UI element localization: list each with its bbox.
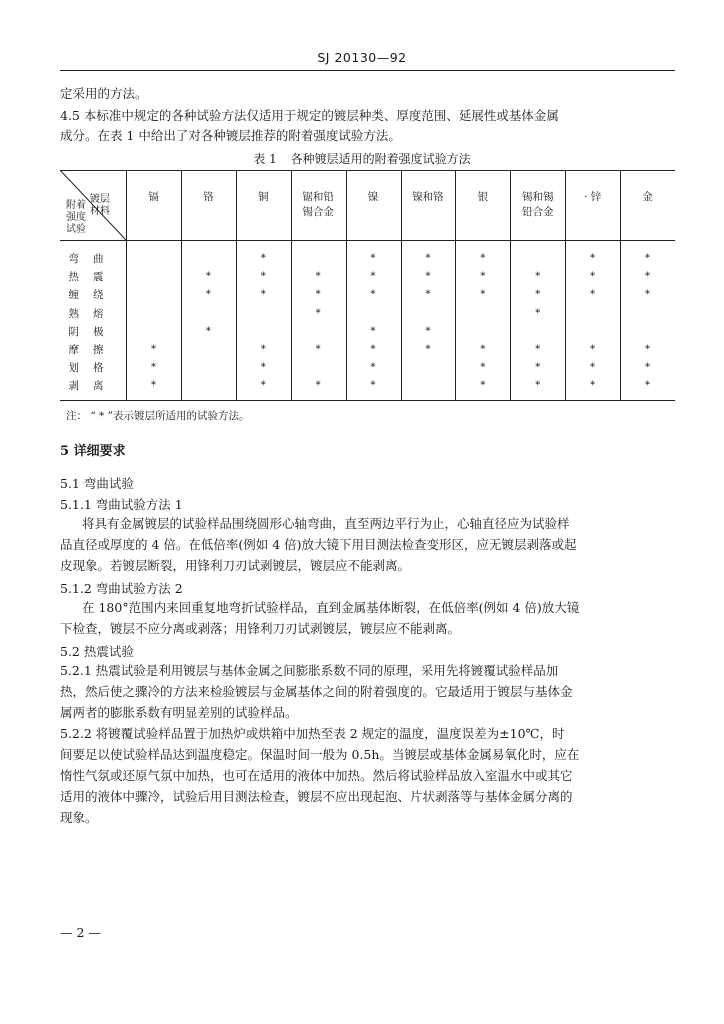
table-cell-mark: * — [590, 289, 596, 301]
table-cell-mark: * — [590, 253, 596, 264]
table-column-header: 镍和铬 — [412, 191, 444, 203]
table-cell-mark: * — [150, 380, 156, 392]
table-cell-mark: * — [205, 325, 211, 337]
table-cell-mark: * — [645, 253, 651, 264]
table-cell-mark: * — [370, 380, 376, 392]
paragraph-line: 5.2.1 热震试验是利用镀层与基体金属之间膨胀系数不同的原理，采用先将镀覆试验样品加 — [60, 663, 559, 678]
table-cell-mark: * — [260, 253, 266, 264]
table-cell-mark: * — [590, 380, 596, 392]
table-column-header: 铜 — [257, 191, 269, 203]
table-column-header: 铬 — [203, 191, 214, 203]
table-cell-mark: * — [315, 344, 321, 355]
table-row-label: 剥离 — [68, 380, 118, 393]
table-row-label: 缠绕 — [68, 289, 118, 302]
paragraph-line: 下检查，镀层不应分离或剥落；用锋利刀刃试剥镀层，镀层应不能剥离。 — [60, 621, 461, 636]
section-5-1-title: 5.1 弯曲试验 — [60, 476, 134, 491]
table-header-rule — [60, 240, 675, 241]
table-cell-mark: * — [370, 253, 376, 264]
table-cell-mark: * — [535, 307, 541, 319]
table-column-header: 镉 — [148, 191, 159, 203]
table-caption — [0, 150, 724, 167]
section-5-1-2-title: 5.1.2 弯曲试验方法 2 — [60, 581, 183, 596]
table-cell-mark: * — [480, 362, 486, 374]
table-column-header: · 锌 — [584, 191, 602, 203]
table-cell-mark: * — [535, 271, 541, 283]
table-column-header: 锯和铅 锡合金 — [302, 191, 334, 218]
table-cell-mark: * — [260, 380, 266, 392]
table-row-label: 阴极 — [68, 325, 118, 338]
paragraph-line: 适用的液体中骤冷，试验后用目测法检查，镀层不应出现起泡、片状剥落等与基体金属分离的 — [60, 789, 573, 804]
table-column-header: 锡和锡 铅合金 — [521, 191, 554, 218]
corner-coating-label: 镀层 材料 — [90, 194, 110, 217]
table-cell-mark: * — [150, 362, 156, 374]
header-rule — [60, 70, 675, 71]
table-cell-mark: * — [480, 380, 486, 392]
paragraph-line: 5.2.2 将镀覆试验样品置于加热炉或烘箱中加热至表 2 规定的温度，温度误差为±10℃，时 — [60, 726, 565, 741]
table-cell-mark: * — [260, 344, 266, 355]
paragraph-line: 热，然后使之骤冷的方法来检验镀层与金属基体之间的附着强度的。它最适用于镀层与基体金 — [60, 684, 573, 699]
table-cell-mark: * — [425, 289, 431, 301]
paragraph-line: 在 180°范围内来回重复地弯折试验样品，直到金属基体断裂，在低倍率(例如 4 倍)放大镜 — [82, 600, 580, 615]
standard-code: SJ 20130—92 — [317, 50, 407, 65]
table-cell-mark: * — [645, 380, 651, 392]
table-cell-mark: * — [205, 271, 211, 283]
section-5-2-title: 5.2 热震试验 — [60, 644, 134, 659]
table-cell-mark: * — [315, 307, 321, 319]
table-row-label: 划格 — [68, 362, 118, 375]
table-caption-title: 各种镀层适用的附着强度试验方法 — [290, 152, 471, 166]
table-cell-mark: * — [370, 289, 376, 301]
table-cell-mark: * — [645, 344, 651, 355]
table-cell-mark: * — [535, 362, 541, 374]
table-cell-mark: * — [370, 325, 376, 337]
table-row-label: 弯曲 — [68, 253, 118, 265]
table-row-label: 热震 — [68, 271, 118, 284]
paragraph-line: 属两者的膨胀系数有明显差别的试验样品。 — [60, 705, 298, 720]
para-4-5-line: 成分。在表 1 中给出了对各种镀层推荐的附着强度试验方法。 — [60, 128, 401, 143]
table-cell-mark: * — [480, 271, 486, 283]
corner-test-label: 附着 强度 试验 — [66, 200, 86, 235]
table-cell-mark: * — [645, 289, 651, 301]
paragraph-line: 间要足以使试验样品达到温度稳定。保温时间一般为 0.5h。当镀层或基体金属易氧化时，应在 — [60, 747, 580, 762]
table-cell-mark: * — [425, 253, 431, 264]
paragraph-line: 将具有金属镀层的试验样品围绕圆形心轴弯曲，直至两边平行为止，心轴直径应为试验样 — [82, 516, 570, 531]
table-cell-mark: * — [590, 344, 596, 355]
page-number: — 2 — — [60, 925, 101, 940]
table-cell-mark: * — [590, 271, 596, 283]
table-cell-mark: * — [260, 271, 266, 283]
table-bottom-rule — [60, 400, 675, 401]
table-row-label: 熟熔 — [68, 307, 118, 320]
para-4-5-line: 4.5 本标准中规定的各种试验方法仅适用于规定的镀层种类、厚度范围、延展性或基体金属 — [60, 108, 559, 123]
table-cell-mark: * — [370, 362, 376, 374]
paragraph-line: 惰性气氛或还原气氛中加热，也可在适用的液体中加热。然后将试验样品放入室温水中或其它 — [60, 768, 573, 783]
table-cell-mark: * — [590, 362, 596, 374]
table-cell-mark: * — [370, 344, 376, 355]
table-cell-mark: * — [205, 289, 211, 301]
table-cell-mark: * — [425, 325, 431, 337]
table-cell-mark: * — [480, 344, 486, 355]
table-column-header: 镍 — [367, 191, 379, 203]
table-note: 注： “ * ”表示镀层所适用的试验方法。 — [66, 410, 250, 422]
section-5-1-1-title: 5.1.1 弯曲试验方法 1 — [60, 497, 183, 512]
table-column-header: 金 — [642, 191, 653, 203]
table-cell-mark: * — [260, 362, 266, 374]
paragraph-line: 现象。 — [60, 810, 98, 825]
paragraph-line: 品直径或厚度的 4 倍。在低倍率(例如 4 倍)放大镜下用目测法检查变形区，应无镀层剥落或起 — [60, 537, 577, 552]
table-cell-mark: * — [535, 344, 541, 355]
table-column-header: 银 — [477, 191, 489, 203]
paragraph-line: 皮现象。若镀层断裂，用锋利刀刃试剥镀层，镀层应不能剥离。 — [60, 558, 411, 573]
table-cell-mark: * — [480, 289, 486, 301]
table-cell-mark: * — [645, 271, 651, 283]
table-cell-mark: * — [150, 344, 156, 355]
table-cell-mark: * — [315, 271, 321, 283]
table-cell-mark: * — [645, 362, 651, 374]
table-caption-number: 表 1 — [253, 152, 277, 166]
table-cell-mark: * — [425, 344, 431, 355]
para-4-4-tail: 定采用的方法。 — [60, 86, 148, 101]
section-5-title: 5 详细要求 — [60, 444, 126, 459]
table-cell-mark: * — [260, 289, 266, 301]
table-top-rule — [60, 170, 675, 171]
table-cell-mark: * — [315, 289, 321, 301]
table-cell-mark: * — [535, 289, 541, 301]
table-cell-mark: * — [535, 380, 541, 392]
table-cell-mark: * — [315, 380, 321, 392]
table-cell-mark: * — [480, 253, 486, 264]
table-cell-mark: * — [425, 271, 431, 283]
table-cell-mark: * — [370, 271, 376, 283]
table-row-label: 摩擦 — [68, 344, 118, 356]
